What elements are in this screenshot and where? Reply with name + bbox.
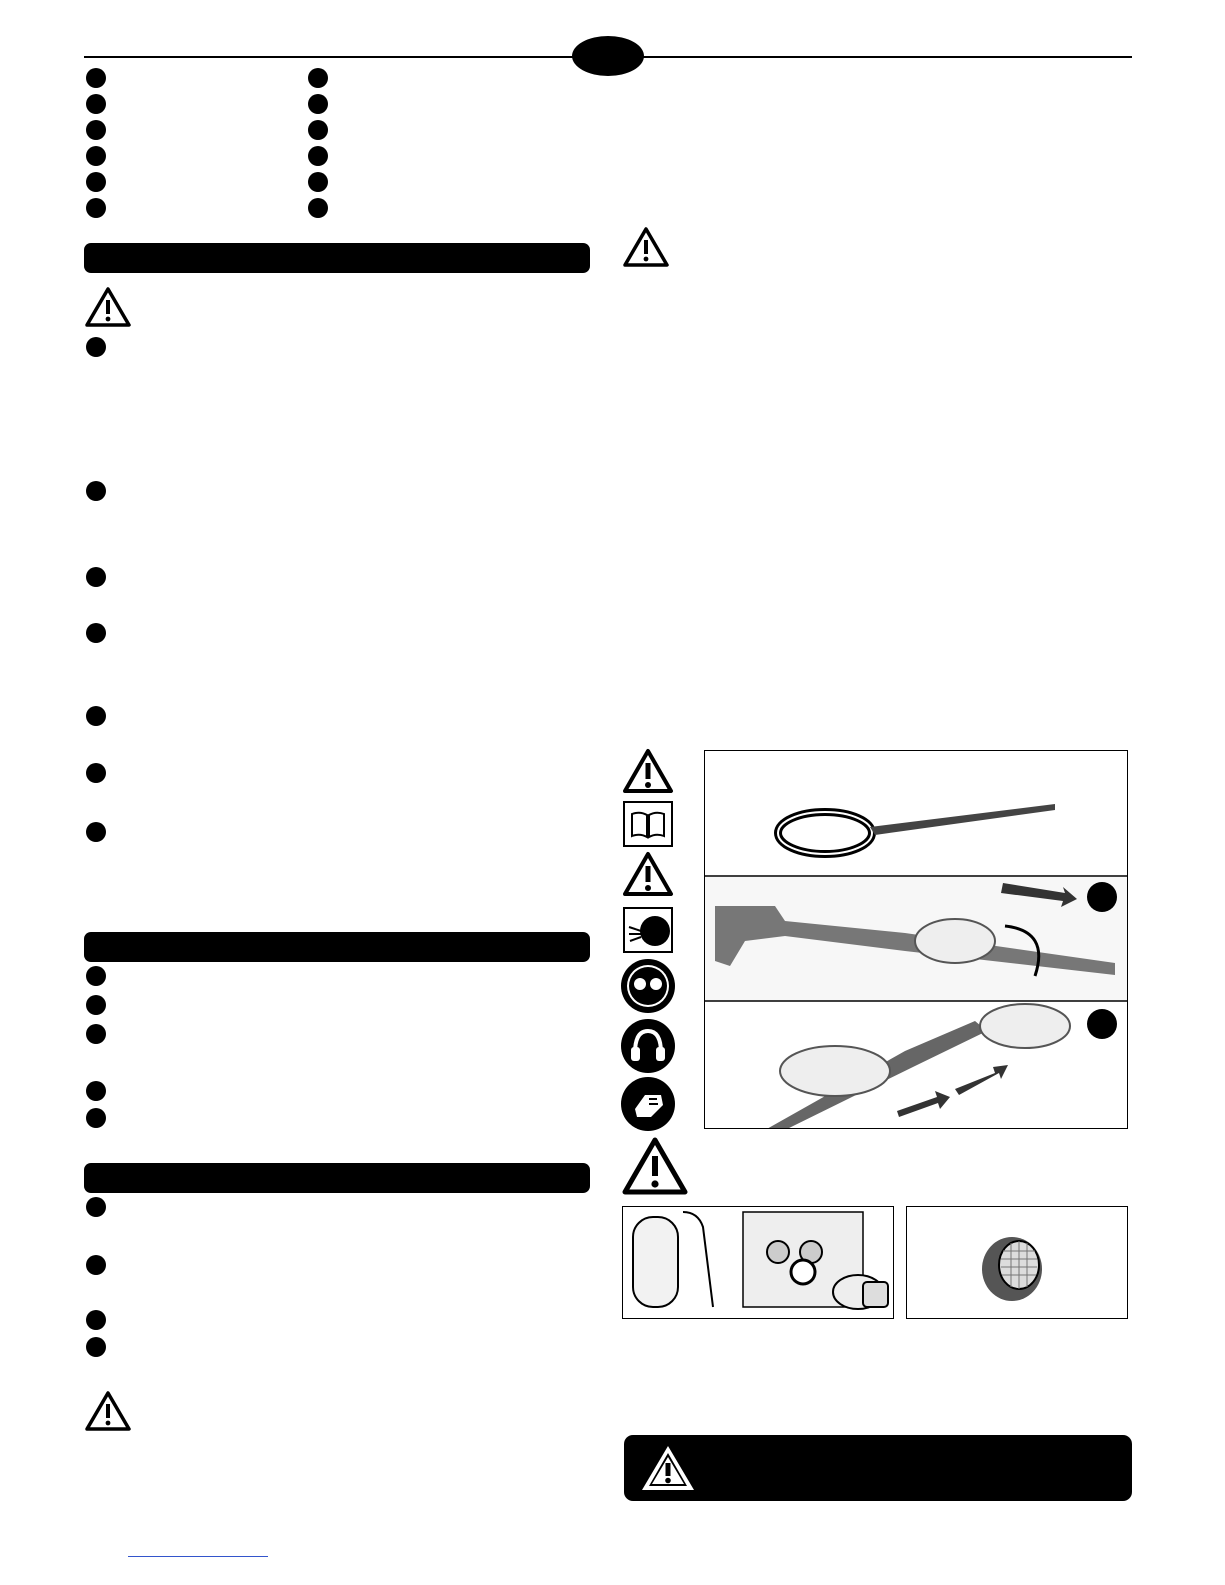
- section-bullet: [86, 1024, 106, 1044]
- face-shield-icon: [623, 907, 673, 953]
- section-bullet: [86, 706, 106, 726]
- section-bullet: [86, 1310, 106, 1330]
- section-bullet: [86, 337, 106, 357]
- gloves-icon: [621, 1077, 675, 1131]
- step-1-badge: [1087, 882, 1117, 912]
- section-bullet: [86, 995, 106, 1015]
- section-header-bar: [84, 1163, 590, 1193]
- figure-lance-assembly: [704, 750, 1128, 1129]
- figure-inlet-filter: [906, 1206, 1128, 1319]
- list-bullet: [308, 146, 328, 166]
- warning-banner: [624, 1435, 1132, 1501]
- warning-triangle-icon: [84, 1390, 132, 1432]
- warning-triangle-icon: [622, 748, 674, 794]
- list-bullet: [86, 172, 106, 192]
- warning-triangle-icon: [622, 851, 674, 897]
- warning-triangle-icon: [84, 286, 132, 328]
- list-bullet: [86, 198, 106, 218]
- section-bullet: [86, 623, 106, 643]
- figure-water-inlet: [622, 1206, 894, 1319]
- list-bullet: [308, 172, 328, 192]
- list-bullet: [308, 120, 328, 140]
- section-bullet: [86, 1081, 106, 1101]
- safety-goggles-icon: [621, 959, 675, 1013]
- step-2-badge: [1087, 1009, 1117, 1039]
- section-header-bar: [84, 932, 590, 962]
- section-bullet: [86, 966, 106, 986]
- section-bullet: [86, 567, 106, 587]
- section-bullet: [86, 1337, 106, 1357]
- section-bullet: [86, 822, 106, 842]
- list-bullet: [308, 68, 328, 88]
- list-bullet: [86, 94, 106, 114]
- section-bullet: [86, 1255, 106, 1275]
- section-bullet: [86, 1108, 106, 1128]
- footer-link[interactable]: [128, 1556, 268, 1557]
- list-bullet: [86, 120, 106, 140]
- ear-protection-icon: [621, 1019, 675, 1073]
- warning-triangle-icon: [640, 1443, 696, 1493]
- section-header-bar: [84, 243, 590, 273]
- manual-book-icon: [623, 801, 673, 847]
- list-bullet: [86, 146, 106, 166]
- list-bullet: [308, 198, 328, 218]
- language-badge: [572, 36, 644, 76]
- warning-triangle-icon: [622, 226, 670, 268]
- section-bullet: [86, 481, 106, 501]
- list-bullet: [308, 94, 328, 114]
- section-bullet: [86, 1197, 106, 1217]
- list-bullet: [86, 68, 106, 88]
- warning-triangle-icon: [622, 1136, 688, 1196]
- section-bullet: [86, 763, 106, 783]
